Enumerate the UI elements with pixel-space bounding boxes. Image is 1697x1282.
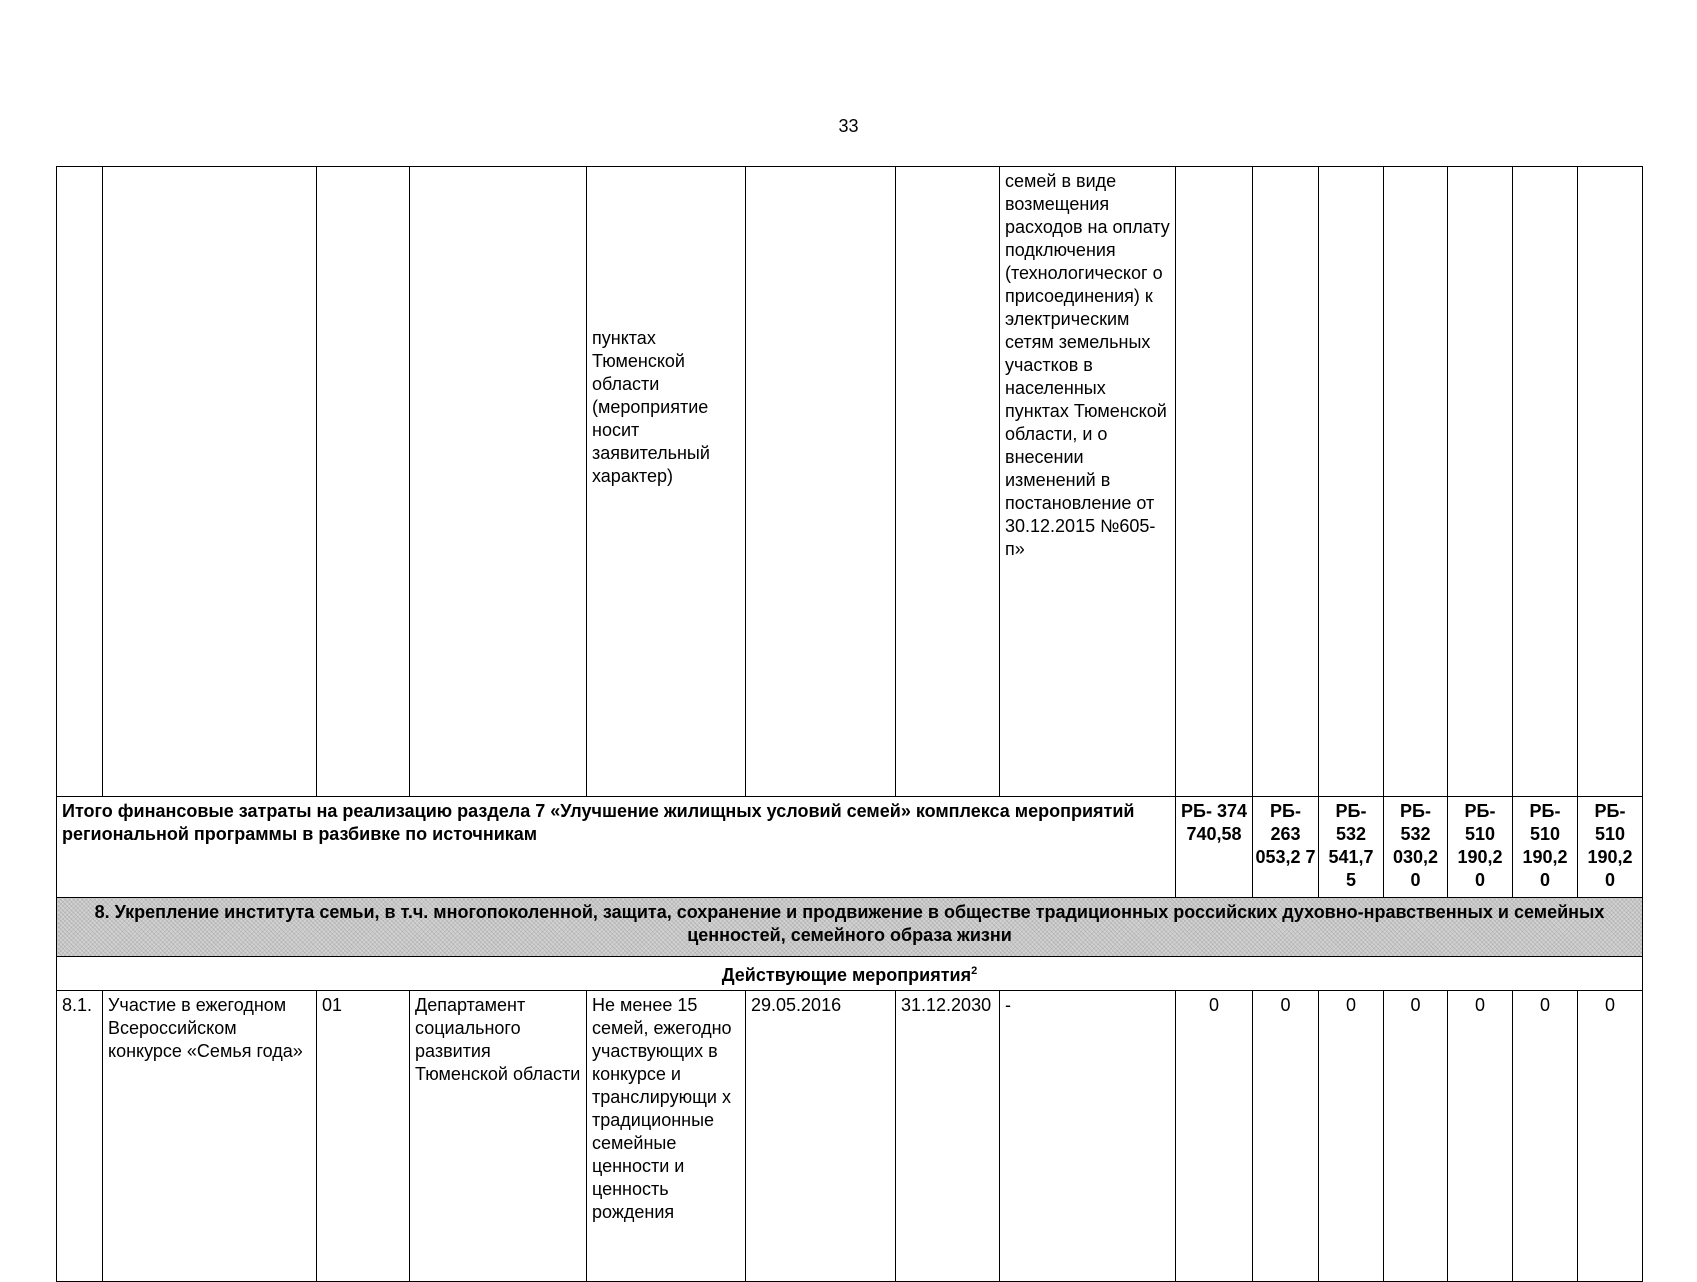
program-table <box>56 166 1643 1282</box>
cell-value-2 <box>1253 167 1319 797</box>
cell-document: семей в виде возмещения расходов на оплату подключения (технологическог о присоединения) к электрическим сетям земельных участков в населенных пунктах Тюменской области, и о внесении изменений в постановление от 30.12.2015 №605-п» <box>1000 167 1176 797</box>
item-value-1: 0 <box>1176 991 1253 1282</box>
total-value-6: РБ- 510 190,2 0 <box>1513 797 1578 898</box>
section-header-row <box>57 898 1643 957</box>
total-value-4: РБ- 532 030,2 0 <box>1384 797 1448 898</box>
total-value-7: РБ- 510 190,2 0 <box>1578 797 1643 898</box>
cell-end-date <box>896 167 1000 797</box>
item-name: Участие в ежегодном Всероссийском конкурсе «Семья года» <box>103 991 317 1282</box>
subheading-footnote: 2 <box>971 965 978 977</box>
cell-value-5 <box>1448 167 1513 797</box>
item-value-7: 0 <box>1578 991 1643 1282</box>
cell-name <box>103 167 317 797</box>
cell-code <box>317 167 410 797</box>
subheading-text: Действующие мероприятия <box>721 965 972 985</box>
cell-value-7 <box>1578 167 1643 797</box>
cell-executor <box>410 167 587 797</box>
cell-value-3 <box>1319 167 1384 797</box>
item-number: 8.1. <box>57 991 103 1282</box>
item-value-2: 0 <box>1253 991 1319 1282</box>
continuation-row <box>57 167 1643 797</box>
cell-number <box>57 167 103 797</box>
cell-indicator: пунктах Тюменской области (мероприятие носит заявительный характер) <box>587 167 746 797</box>
section-title: 8. Укрепление института семьи, в т.ч. многопоколенной, защита, сохранение и продвижение в обществе традиционных российских духовно-нравственных и семейных ценностей, семейного образа жизни <box>57 898 1643 957</box>
item-value-4: 0 <box>1384 991 1448 1282</box>
total-row <box>57 797 1643 898</box>
item-indicator: Не менее 15 семей, ежегодно участвующих в конкурсе и транслирующи х традиционные семейные ценности и ценность рождения <box>587 991 746 1282</box>
item-start-date: 29.05.2016 <box>746 991 896 1282</box>
total-label: Итого финансовые затраты на реализацию раздела 7 «Улучшение жилищных условий семей» комплекса мероприятий региональной программы в разбивке по источникам <box>57 797 1176 898</box>
cell-start-date <box>746 167 896 797</box>
cell-value-4 <box>1384 167 1448 797</box>
item-row <box>57 991 1643 1282</box>
item-end-date: 31.12.2030 <box>896 991 1000 1282</box>
total-value-3: РБ- 532 541,7 5 <box>1319 797 1384 898</box>
cell-value-6 <box>1513 167 1578 797</box>
cell-value-1 <box>1176 167 1253 797</box>
total-value-2: РБ- 263 053,2 7 <box>1253 797 1319 898</box>
total-value-5: РБ- 510 190,2 0 <box>1448 797 1513 898</box>
item-value-3: 0 <box>1319 991 1384 1282</box>
subheading-cell <box>57 957 1643 991</box>
item-executor: Департамент социального развития Тюменской области <box>410 991 587 1282</box>
item-value-5: 0 <box>1448 991 1513 1282</box>
item-code: 01 <box>317 991 410 1282</box>
total-value-1: РБ- 374 740,58 <box>1176 797 1253 898</box>
item-document: - <box>1000 991 1176 1282</box>
page-number: 33 <box>838 116 859 136</box>
subheading-row <box>57 957 1643 991</box>
item-value-6: 0 <box>1513 991 1578 1282</box>
